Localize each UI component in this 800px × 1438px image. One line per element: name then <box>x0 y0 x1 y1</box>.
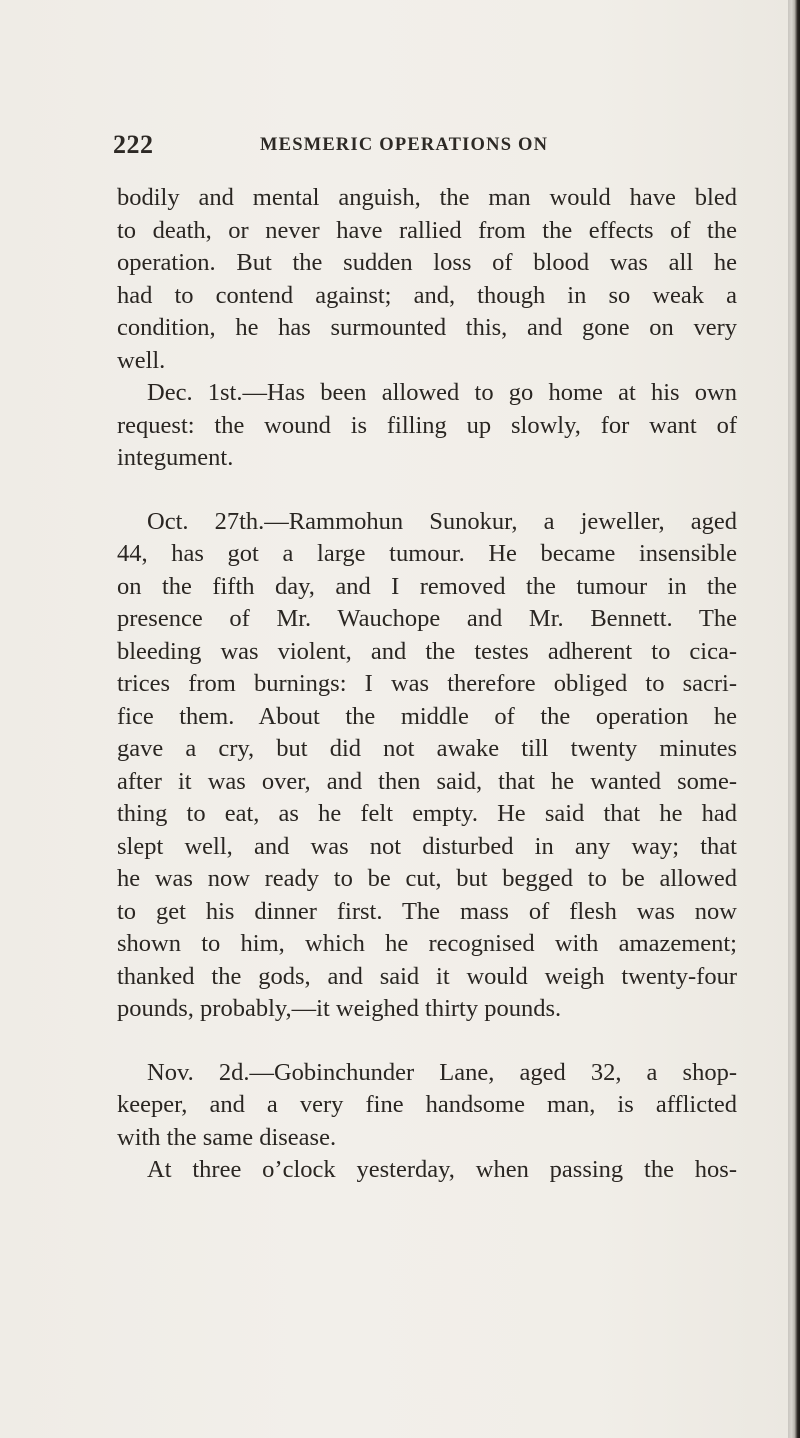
text-line: after it was over, and then said, that he wanted some- <box>117 767 737 795</box>
text-line: on the fifth day, and I removed the tumour in the <box>117 572 737 600</box>
text-line: to death, or never have rallied from the effects of the <box>117 216 737 244</box>
paragraph <box>117 182 737 377</box>
body-text <box>117 182 737 1187</box>
paragraph <box>117 377 737 475</box>
text-line: integument. <box>117 444 234 471</box>
text-line: Dec. 1st.—Has been allowed to go home at his own <box>147 379 737 406</box>
text-line: trices from burnings: I was therefore obliged to sacri- <box>117 670 737 697</box>
text-line: operation. But the sudden loss of blood was all he <box>117 249 737 276</box>
text-line: fice them. About the middle of the operation he <box>117 702 737 730</box>
text-line: thing to eat, as he felt empty. He said that he had <box>117 800 737 827</box>
text-line: with the same disease. <box>117 1123 337 1151</box>
text-line: condition, he has surmounted this, and gone on very <box>117 314 737 341</box>
text-line: he was now ready to be cut, but begged to be allowed <box>117 865 737 892</box>
paragraph <box>117 1154 737 1187</box>
page-edge-shadow <box>788 0 800 1438</box>
paragraph-gap <box>117 475 737 506</box>
paragraph-gap <box>117 1026 737 1057</box>
text-line: bodily and mental anguish, the man would have bled <box>117 184 737 211</box>
text-line: had to contend against; and, though in so weak a <box>117 281 737 309</box>
text-line: request: the wound is filling up slowly, for want of <box>117 411 737 439</box>
text-line: well. <box>117 346 166 374</box>
text-line: bleeding was violent, and the testes adherent to cica- <box>117 637 737 665</box>
text-line: Oct. 27th.—Rammohun Sunokur, a jeweller, aged <box>147 507 737 535</box>
text-line: shown to him, which he recognised with amazement; <box>117 930 737 957</box>
page-number: 222 <box>113 130 154 159</box>
paragraph <box>117 1057 737 1155</box>
text-line: keeper, and a very fine handsome man, is afflicted <box>117 1091 737 1118</box>
text-line: slept well, and was not disturbed in any way; that <box>117 832 737 860</box>
text-line: At three o’clock yesterday, when passing the hos- <box>147 1156 737 1183</box>
running-head: MESMERIC OPERATIONS ON <box>260 135 549 155</box>
text-line: 44, has got a large tumour. He became insensible <box>117 540 737 567</box>
page-header <box>113 130 735 158</box>
paragraph <box>117 506 737 1026</box>
text-line: gave a cry, but did not awake till twenty minutes <box>117 735 737 762</box>
text-line: to get his dinner first. The mass of flesh was now <box>117 897 737 925</box>
text-line: pounds, probably,—it weighed thirty pounds. <box>117 995 562 1022</box>
text-line: Nov. 2d.—Gobinchunder Lane, aged 32, a shop- <box>147 1058 737 1086</box>
text-line: thanked the gods, and said it would weigh twenty-four <box>117 962 737 990</box>
text-line: presence of Mr. Wauchope and Mr. Bennett. The <box>117 605 737 632</box>
